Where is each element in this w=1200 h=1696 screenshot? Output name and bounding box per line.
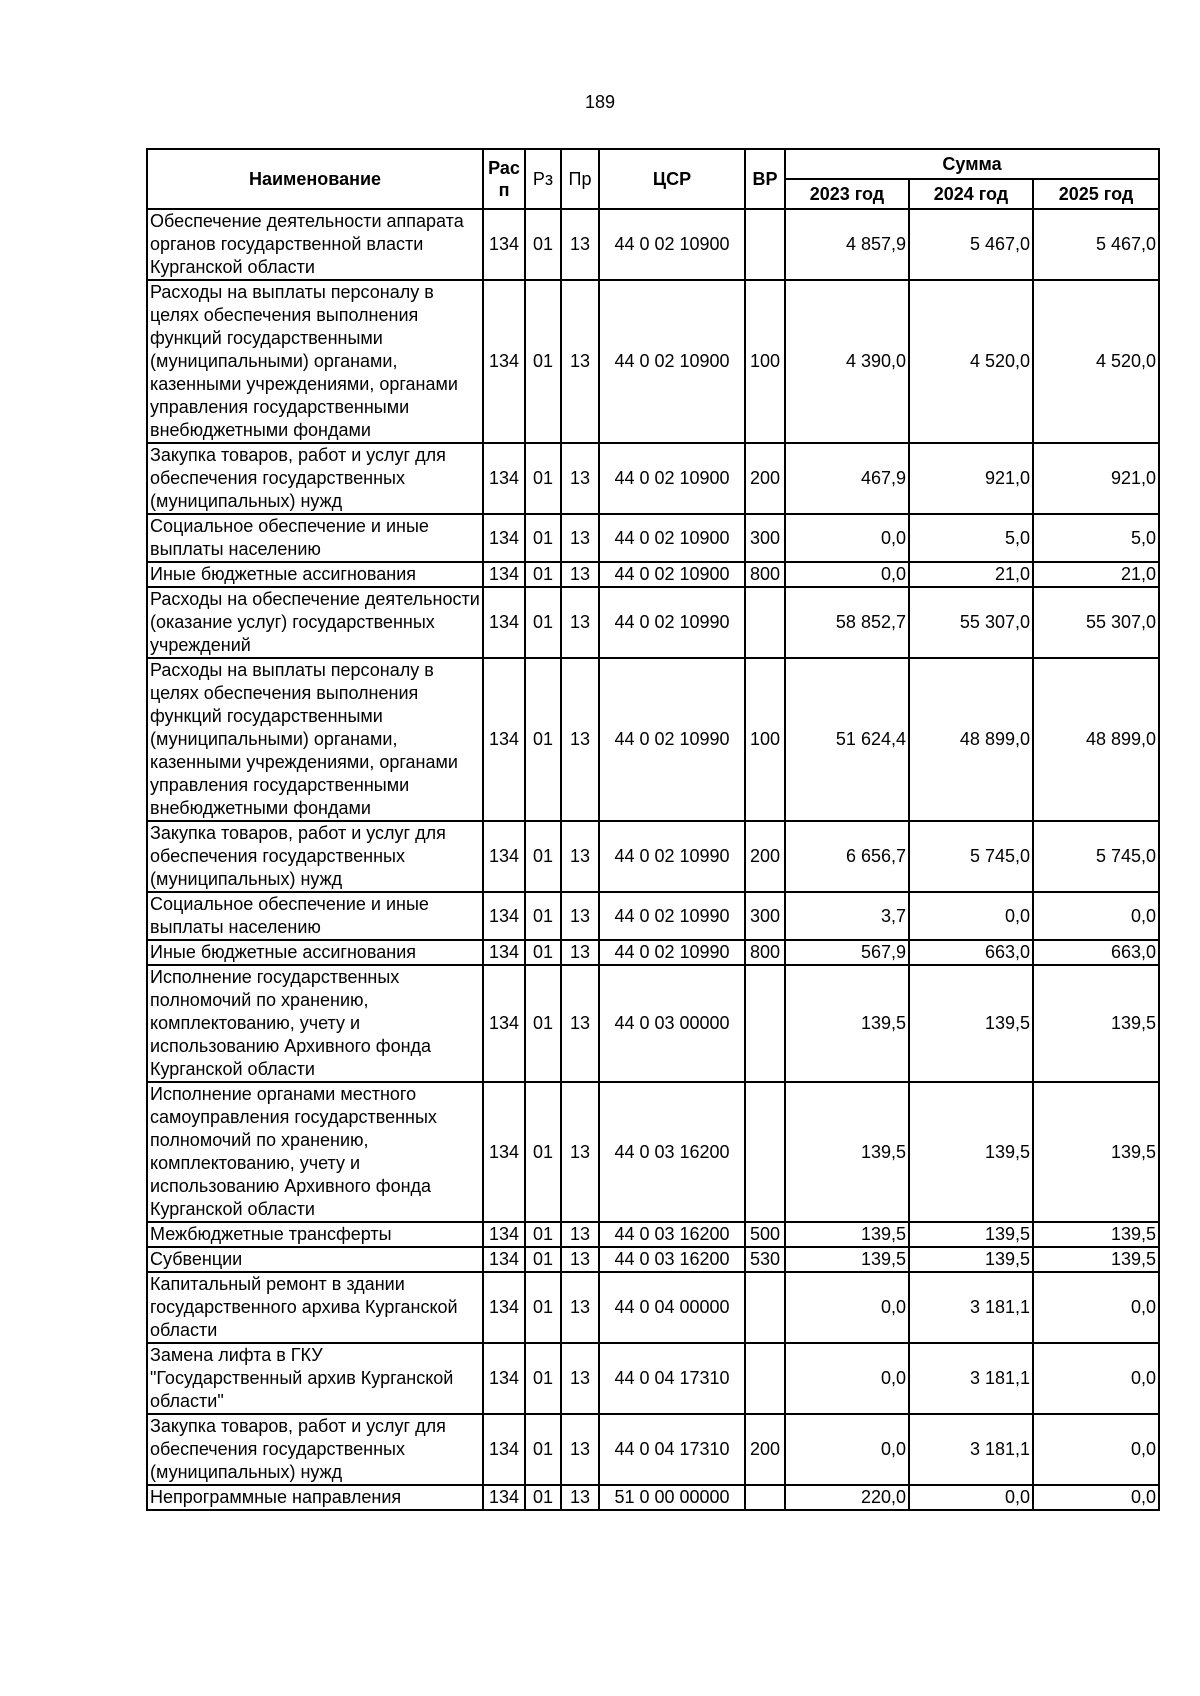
header-summa: Сумма [785, 149, 1159, 179]
cell-vr: 100 [745, 658, 785, 821]
cell-rz: 01 [525, 1222, 561, 1247]
cell-name: Расходы на обеспечение деятельности (оказание услуг) государственных учреждений [147, 587, 483, 658]
cell-2024: 663,0 [909, 940, 1033, 965]
cell-name: Закупка товаров, работ и услуг для обеспечения государственных (муниципальных) нужд [147, 443, 483, 514]
cell-vr [745, 1082, 785, 1222]
cell-pr: 13 [561, 1247, 599, 1272]
cell-name: Иные бюджетные ассигнования [147, 562, 483, 587]
cell-2025: 5 745,0 [1033, 821, 1159, 892]
cell-rz: 01 [525, 940, 561, 965]
cell-vr: 100 [745, 280, 785, 443]
cell-2023: 6 656,7 [785, 821, 909, 892]
header-2025: 2025 год [1033, 179, 1159, 209]
cell-name: Расходы на выплаты персоналу в целях обеспечения выполнения функций государственными (муниципальными) органами, казенными учреждениями, органами управления государственными внебюджетными фондами [147, 280, 483, 443]
header-2024: 2024 год [909, 179, 1033, 209]
cell-2023: 58 852,7 [785, 587, 909, 658]
cell-rasp: 134 [483, 892, 525, 940]
cell-rasp: 134 [483, 209, 525, 280]
cell-name: Обеспечение деятельности аппарата органов государственной власти Курганской области [147, 209, 483, 280]
cell-rz: 01 [525, 1414, 561, 1485]
table-row [147, 209, 1159, 280]
cell-csr: 44 0 02 10990 [599, 587, 745, 658]
cell-csr: 44 0 02 10900 [599, 280, 745, 443]
cell-rasp: 134 [483, 1272, 525, 1343]
cell-2023: 567,9 [785, 940, 909, 965]
cell-rasp: 134 [483, 1414, 525, 1485]
cell-2024: 3 181,1 [909, 1343, 1033, 1414]
cell-2024: 48 899,0 [909, 658, 1033, 821]
cell-rz: 01 [525, 1272, 561, 1343]
cell-name: Исполнение органами местного самоуправления государственных полномочий по хранению, комплектованию, учету и использованию Архивного фонда Курганской области [147, 1082, 483, 1222]
cell-csr: 44 0 02 10990 [599, 892, 745, 940]
cell-2023: 0,0 [785, 562, 909, 587]
header-2023: 2023 год [785, 179, 909, 209]
cell-name: Закупка товаров, работ и услуг для обеспечения государственных (муниципальных) нужд [147, 1414, 483, 1485]
cell-2023: 0,0 [785, 514, 909, 562]
cell-2025: 139,5 [1033, 965, 1159, 1082]
table-row [147, 1343, 1159, 1414]
cell-rasp: 134 [483, 280, 525, 443]
table-row [147, 1414, 1159, 1485]
cell-2025: 0,0 [1033, 1272, 1159, 1343]
cell-name: Закупка товаров, работ и услуг для обеспечения государственных (муниципальных) нужд [147, 821, 483, 892]
cell-csr: 44 0 04 17310 [599, 1414, 745, 1485]
table-row [147, 940, 1159, 965]
cell-vr: 800 [745, 940, 785, 965]
cell-csr: 44 0 04 00000 [599, 1272, 745, 1343]
cell-vr [745, 1343, 785, 1414]
cell-2023: 220,0 [785, 1485, 909, 1510]
cell-2024: 4 520,0 [909, 280, 1033, 443]
cell-pr: 13 [561, 1343, 599, 1414]
header-row [147, 149, 1159, 179]
table-row [147, 658, 1159, 821]
cell-vr: 200 [745, 443, 785, 514]
header-vr: ВР [745, 149, 785, 209]
cell-csr: 44 0 02 10990 [599, 940, 745, 965]
cell-rasp: 134 [483, 1222, 525, 1247]
cell-rasp: 134 [483, 1485, 525, 1510]
cell-rasp: 134 [483, 443, 525, 514]
cell-name: Субвенции [147, 1247, 483, 1272]
cell-vr [745, 587, 785, 658]
table-row [147, 1222, 1159, 1247]
cell-csr: 44 0 02 10900 [599, 209, 745, 280]
cell-rz: 01 [525, 1485, 561, 1510]
cell-2025: 139,5 [1033, 1247, 1159, 1272]
cell-pr: 13 [561, 1414, 599, 1485]
cell-2024: 3 181,1 [909, 1272, 1033, 1343]
cell-csr: 44 0 03 16200 [599, 1082, 745, 1222]
table-row [147, 892, 1159, 940]
table-row [147, 1485, 1159, 1510]
table-row [147, 514, 1159, 562]
cell-vr [745, 209, 785, 280]
cell-rz: 01 [525, 587, 561, 658]
cell-csr: 44 0 03 16200 [599, 1222, 745, 1247]
cell-rz: 01 [525, 1082, 561, 1222]
cell-2024: 5 745,0 [909, 821, 1033, 892]
cell-rasp: 134 [483, 587, 525, 658]
cell-pr: 13 [561, 892, 599, 940]
cell-rasp: 134 [483, 1247, 525, 1272]
cell-pr: 13 [561, 587, 599, 658]
cell-csr: 44 0 02 10990 [599, 658, 745, 821]
cell-vr: 300 [745, 892, 785, 940]
cell-rz: 01 [525, 514, 561, 562]
cell-2025: 48 899,0 [1033, 658, 1159, 821]
cell-2023: 467,9 [785, 443, 909, 514]
cell-2025: 4 520,0 [1033, 280, 1159, 443]
cell-rz: 01 [525, 562, 561, 587]
cell-csr: 44 0 02 10900 [599, 562, 745, 587]
cell-name: Социальное обеспечение и иные выплаты населению [147, 514, 483, 562]
cell-rasp: 134 [483, 562, 525, 587]
table-row [147, 1082, 1159, 1222]
cell-vr: 530 [745, 1247, 785, 1272]
cell-2024: 139,5 [909, 965, 1033, 1082]
cell-2025: 921,0 [1033, 443, 1159, 514]
cell-name: Капитальный ремонт в здании государственного архива Курганской области [147, 1272, 483, 1343]
cell-rasp: 134 [483, 940, 525, 965]
cell-vr: 800 [745, 562, 785, 587]
cell-2024: 139,5 [909, 1082, 1033, 1222]
cell-2024: 139,5 [909, 1247, 1033, 1272]
table-row [147, 1247, 1159, 1272]
cell-2024: 139,5 [909, 1222, 1033, 1247]
cell-rz: 01 [525, 280, 561, 443]
cell-rz: 01 [525, 209, 561, 280]
table-row [147, 280, 1159, 443]
table-body [147, 209, 1159, 1510]
cell-2025: 139,5 [1033, 1222, 1159, 1247]
cell-2023: 4 857,9 [785, 209, 909, 280]
cell-2024: 5 467,0 [909, 209, 1033, 280]
cell-2025: 21,0 [1033, 562, 1159, 587]
cell-2023: 139,5 [785, 1247, 909, 1272]
cell-name: Замена лифта в ГКУ "Государственный архив Курганской области" [147, 1343, 483, 1414]
cell-name: Межбюджетные трансферты [147, 1222, 483, 1247]
page-number: 189 [584, 92, 616, 112]
cell-vr: 200 [745, 821, 785, 892]
cell-name: Исполнение государственных полномочий по хранению, комплектованию, учету и использованию Архивного фонда Курганской области [147, 965, 483, 1082]
cell-2024: 55 307,0 [909, 587, 1033, 658]
cell-rasp: 134 [483, 1082, 525, 1222]
cell-vr [745, 965, 785, 1082]
cell-2023: 0,0 [785, 1414, 909, 1485]
cell-rz: 01 [525, 965, 561, 1082]
cell-rz: 01 [525, 821, 561, 892]
cell-2025: 0,0 [1033, 1414, 1159, 1485]
cell-2025: 663,0 [1033, 940, 1159, 965]
cell-csr: 44 0 04 17310 [599, 1343, 745, 1414]
cell-pr: 13 [561, 965, 599, 1082]
cell-2023: 139,5 [785, 965, 909, 1082]
header-name: Наименование [147, 149, 483, 209]
cell-rz: 01 [525, 892, 561, 940]
cell-vr [745, 1485, 785, 1510]
table-row [147, 1272, 1159, 1343]
cell-pr: 13 [561, 821, 599, 892]
cell-2025: 0,0 [1033, 1485, 1159, 1510]
cell-2025: 139,5 [1033, 1082, 1159, 1222]
cell-pr: 13 [561, 1272, 599, 1343]
cell-2024: 21,0 [909, 562, 1033, 587]
cell-name: Непрограммные направления [147, 1485, 483, 1510]
cell-vr: 300 [745, 514, 785, 562]
cell-2024: 3 181,1 [909, 1414, 1033, 1485]
cell-pr: 13 [561, 940, 599, 965]
cell-pr: 13 [561, 209, 599, 280]
cell-csr: 44 0 02 10900 [599, 443, 745, 514]
cell-2025: 5,0 [1033, 514, 1159, 562]
cell-rz: 01 [525, 443, 561, 514]
cell-pr: 13 [561, 658, 599, 821]
cell-pr: 13 [561, 514, 599, 562]
cell-2025: 5 467,0 [1033, 209, 1159, 280]
cell-rz: 01 [525, 658, 561, 821]
cell-2024: 921,0 [909, 443, 1033, 514]
cell-2023: 0,0 [785, 1272, 909, 1343]
cell-pr: 13 [561, 1082, 599, 1222]
table-row [147, 587, 1159, 658]
cell-csr: 51 0 00 00000 [599, 1485, 745, 1510]
header-rz: Рз [525, 149, 561, 209]
cell-csr: 44 0 03 00000 [599, 965, 745, 1082]
cell-pr: 13 [561, 1485, 599, 1510]
cell-rasp: 134 [483, 514, 525, 562]
cell-2023: 139,5 [785, 1082, 909, 1222]
table-row [147, 562, 1159, 587]
cell-rasp: 134 [483, 821, 525, 892]
cell-2023: 51 624,4 [785, 658, 909, 821]
header-pr: Пр [561, 149, 599, 209]
table-row [147, 965, 1159, 1082]
cell-rasp: 134 [483, 1343, 525, 1414]
header-rasp: Рас п [483, 149, 525, 209]
cell-vr: 500 [745, 1222, 785, 1247]
cell-rasp: 134 [483, 965, 525, 1082]
cell-rasp: 134 [483, 658, 525, 821]
cell-pr: 13 [561, 1222, 599, 1247]
cell-vr: 200 [745, 1414, 785, 1485]
cell-2024: 0,0 [909, 892, 1033, 940]
cell-pr: 13 [561, 562, 599, 587]
header-csr: ЦСР [599, 149, 745, 209]
cell-csr: 44 0 03 16200 [599, 1247, 745, 1272]
cell-pr: 13 [561, 280, 599, 443]
cell-2023: 139,5 [785, 1222, 909, 1247]
cell-pr: 13 [561, 443, 599, 514]
cell-2023: 4 390,0 [785, 280, 909, 443]
table-row [147, 821, 1159, 892]
cell-rz: 01 [525, 1343, 561, 1414]
cell-rz: 01 [525, 1247, 561, 1272]
cell-csr: 44 0 02 10900 [599, 514, 745, 562]
cell-name: Иные бюджетные ассигнования [147, 940, 483, 965]
table-row [147, 443, 1159, 514]
cell-2024: 5,0 [909, 514, 1033, 562]
cell-2024: 0,0 [909, 1485, 1033, 1510]
cell-2025: 55 307,0 [1033, 587, 1159, 658]
cell-2025: 0,0 [1033, 892, 1159, 940]
cell-2023: 3,7 [785, 892, 909, 940]
cell-2023: 0,0 [785, 1343, 909, 1414]
cell-name: Расходы на выплаты персоналу в целях обеспечения выполнения функций государственными (муниципальными) органами, казенными учреждениями, органами управления государственными внебюджетными фондами [147, 658, 483, 821]
cell-name: Социальное обеспечение и иные выплаты населению [147, 892, 483, 940]
budget-table [146, 148, 1160, 1511]
cell-csr: 44 0 02 10990 [599, 821, 745, 892]
cell-vr [745, 1272, 785, 1343]
cell-2025: 0,0 [1033, 1343, 1159, 1414]
